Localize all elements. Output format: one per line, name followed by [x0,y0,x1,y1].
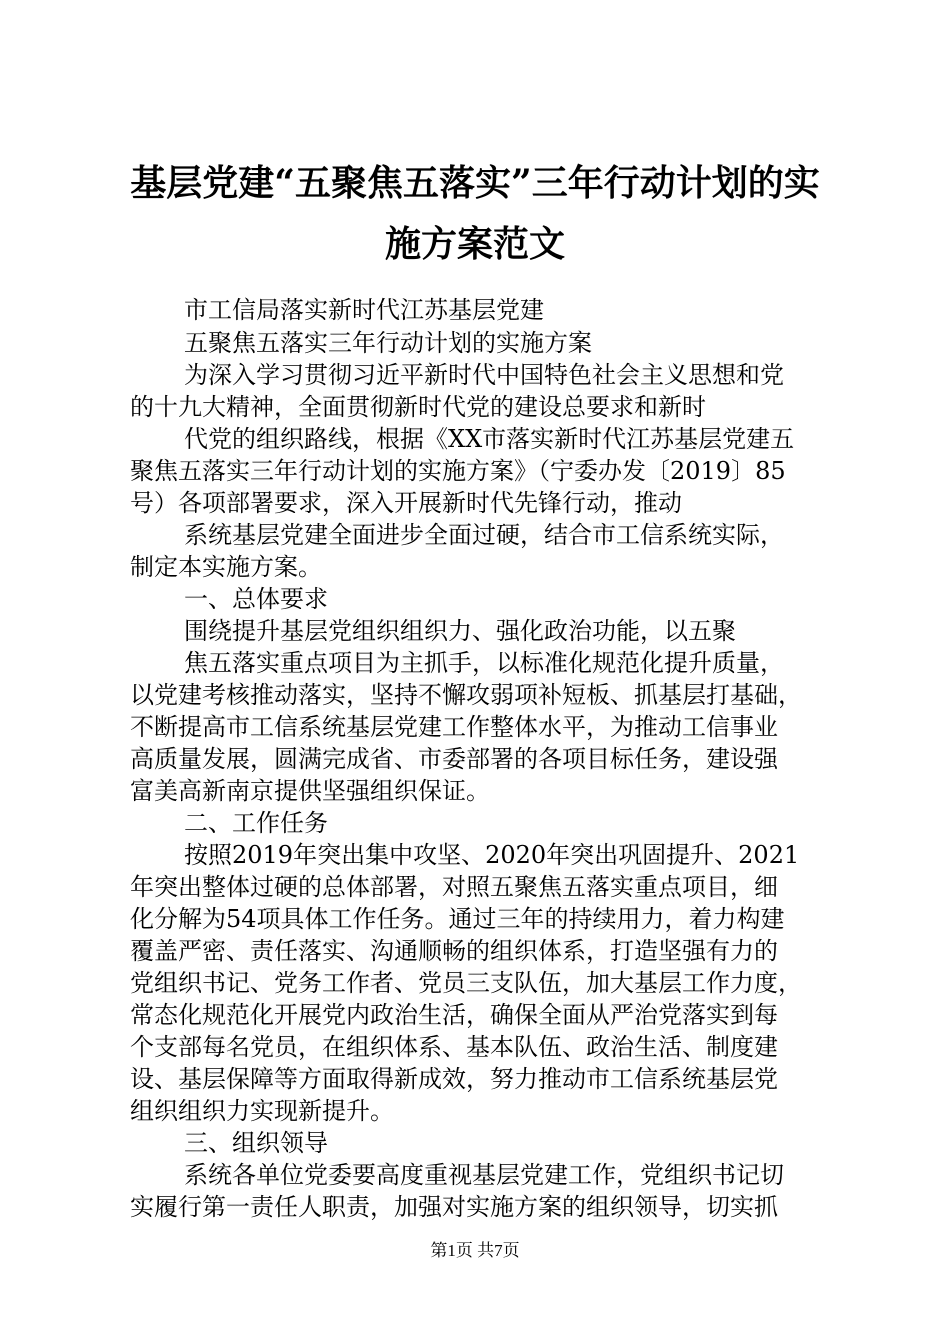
body-line: 不断提高市工信系统基层党建工作整体水平，为推动工信事业 [130,713,778,741]
document-title-line-2: 施方案范文 [384,223,565,265]
body-line: 五聚焦五落实三年行动计划的实施方案 [184,329,592,357]
body-line: 常态化规范化开展党内政治生活，确保全面从严治党落实到每 [130,1001,778,1029]
body-line: 焦五落实重点项目为主抓手，以标准化规范化提升质量， [184,649,784,677]
body-line: 市工信局落实新时代江苏基层党建 [184,296,544,324]
body-line: 富美高新南京提供坚强组织保证。 [130,777,490,805]
body-line: 聚焦五落实三年行动计划的实施方案》（宁委办发〔2019〕85 [130,457,786,485]
body-line: 以党建考核推动落实，坚持不懈攻弱项补短板、抓基层打基础， [130,681,802,709]
section-heading: 三、组织领导 [184,1129,328,1157]
body-line: 个支部每名党员，在组织体系、基本队伍、政治生活、制度建 [130,1033,778,1061]
body-line: 覆盖严密、责任落实、沟通顺畅的组织体系，打造坚强有力的 [130,937,778,965]
page-number-footer: 第1页 共7页 [430,1241,520,1260]
body-line: 号）各项部署要求，深入开展新时代先锋行动，推动 [130,489,682,517]
body-line: 代党的组织路线，根据《XX市落实新时代江苏基层党建五 [184,425,795,453]
section-heading: 一、总体要求 [184,585,328,613]
document-title-line-1: 基层党建“五聚焦五落实”三年行动计划的实 [130,162,820,204]
body-line: 年突出整体过硬的总体部署，对照五聚焦五落实重点项目，细 [130,873,778,901]
body-line: 的十九大精神，全面贯彻新时代党的建设总要求和新时 [130,393,706,421]
body-line: 系统各单位党委要高度重视基层党建工作，党组织书记切 [184,1161,784,1189]
body-line: 围绕提升基层党组织组织力、强化政治功能，以五聚 [184,617,736,645]
body-line: 按照2019年突出集中攻坚、2020年突出巩固提升、2021 [184,841,800,869]
body-line: 化分解为54项具体工作任务。通过三年的持续用力，着力构建 [130,905,785,933]
body-line: 组织组织力实现新提升。 [130,1097,394,1125]
body-line: 实履行第一责任人职责，加强对实施方案的组织领导，切实抓 [130,1193,778,1221]
section-heading: 二、工作任务 [184,809,328,837]
body-line: 制定本实施方案。 [130,553,322,581]
body-line: 系统基层党建全面进步全面过硬，结合市工信系统实际， [184,521,784,549]
body-line: 高质量发展，圆满完成省、市委部署的各项目标任务，建设强 [130,745,778,773]
body-line: 为深入学习贯彻习近平新时代中国特色社会主义思想和党 [184,361,784,389]
body-line: 设、基层保障等方面取得新成效，努力推动市工信系统基层党 [130,1065,778,1093]
body-line: 党组织书记、党务工作者、党员三支队伍，加大基层工作力度， [130,969,802,997]
